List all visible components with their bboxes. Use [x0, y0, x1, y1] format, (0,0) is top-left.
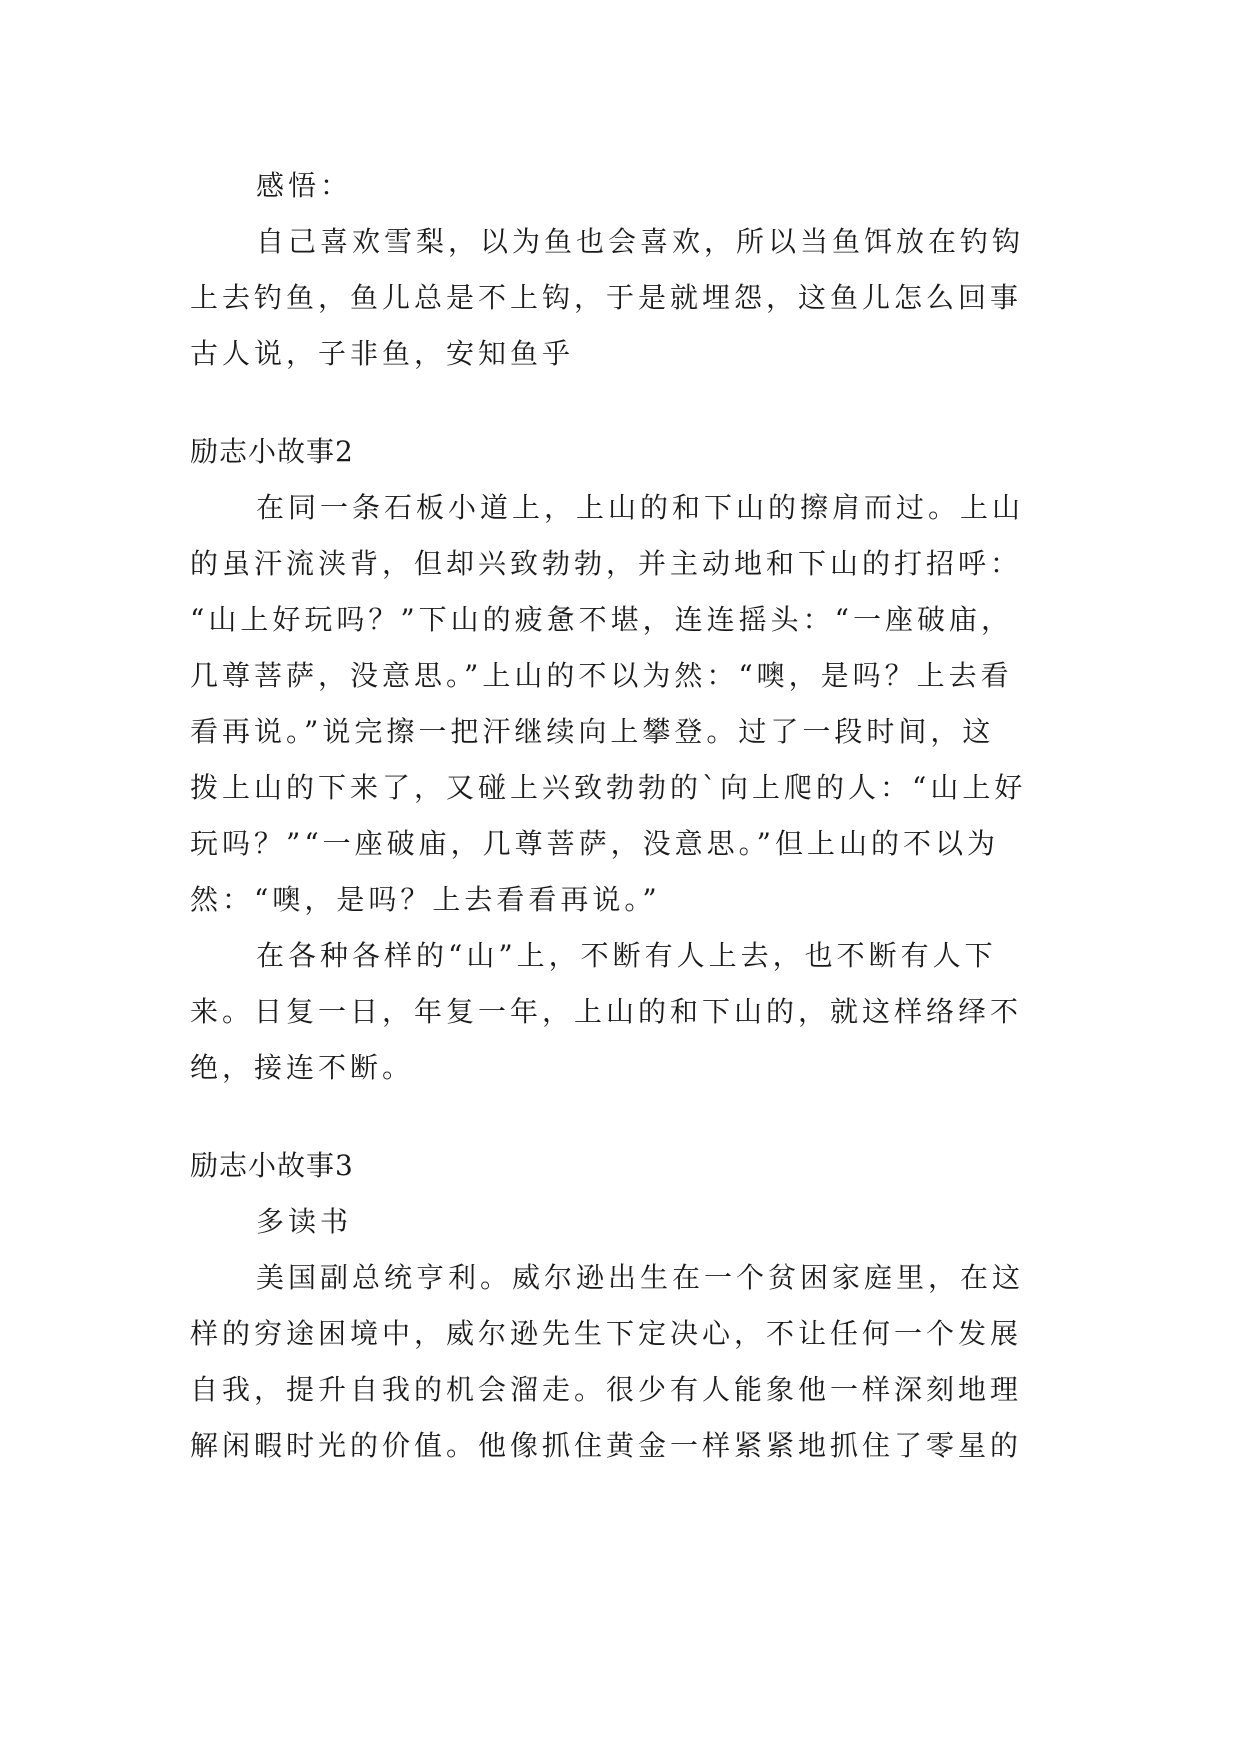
- section-spacer: [190, 1096, 1060, 1138]
- section2-line-1: 在同一条石板小道上，上山的和下山的擦肩而过。上山: [256, 491, 1025, 524]
- section3-subtitle: 多读书: [256, 1205, 353, 1238]
- section2-line-8: 然：“噢，是吗？上去看看再说。”: [190, 883, 661, 916]
- section2-line-11: 绝，接连不断。: [190, 1051, 415, 1084]
- section2-line-5: 看再说。”说完擦一把汗继续向上攀登。过了一段时间，这: [190, 715, 995, 748]
- section3-line-4: 解闲暇时光的价值。他像抓住黄金一样紧紧地抓住了零星的: [190, 1429, 1023, 1462]
- section3-title: 励志小故事3: [190, 1149, 354, 1182]
- section-spacer: [190, 382, 1060, 424]
- section2-line-3: “山上好玩吗？”下山的疲惫不堪，连连摇头：“一座破庙，: [190, 603, 1013, 636]
- section2-line-10: 来。日复一日，年复一年，上山的和下山的，就这样络绎不: [190, 995, 1023, 1028]
- section1-label: 感悟：: [256, 169, 353, 202]
- section2-line-2: 的虽汗流浃背，但却兴致勃勃，并主动地和下山的打招呼：: [190, 547, 1023, 580]
- section3-line-1: 美国副总统亨利。威尔逊出生在一个贫困家庭里，在这: [256, 1261, 1025, 1294]
- document-body: [190, 158, 1060, 1474]
- section2-line-4: 几尊菩萨，没意思。”上山的不以为然：“噢，是吗？上去看: [190, 659, 1013, 692]
- section1-line-3: 古人说，子非鱼，安知鱼乎: [190, 337, 575, 370]
- section1-line-2: 上去钓鱼，鱼儿总是不上钩，于是就埋怨，这鱼儿怎么回事: [190, 281, 1023, 314]
- section3-line-3: 自我，提升自我的机会溜走。很少有人能象他一样深刻地理: [190, 1373, 1023, 1406]
- section3-line-2: 样的穷途困境中，威尔逊先生下定决心，不让任何一个发展: [190, 1317, 1023, 1350]
- section2-title: 励志小故事2: [190, 435, 354, 468]
- section2-line-9: 在各种各样的“山”上，不断有人上去，也不断有人下: [256, 939, 997, 972]
- section2-line-6: 拨上山的下来了，又碰上兴致勃勃的`向上爬的人：“山上好: [190, 771, 1027, 804]
- section2-line-7: 玩吗？”“一座破庙，几尊菩萨，没意思。”但上山的不以为: [190, 827, 999, 860]
- section1-line-1: 自己喜欢雪梨，以为鱼也会喜欢，所以当鱼饵放在钓钩: [256, 225, 1025, 258]
